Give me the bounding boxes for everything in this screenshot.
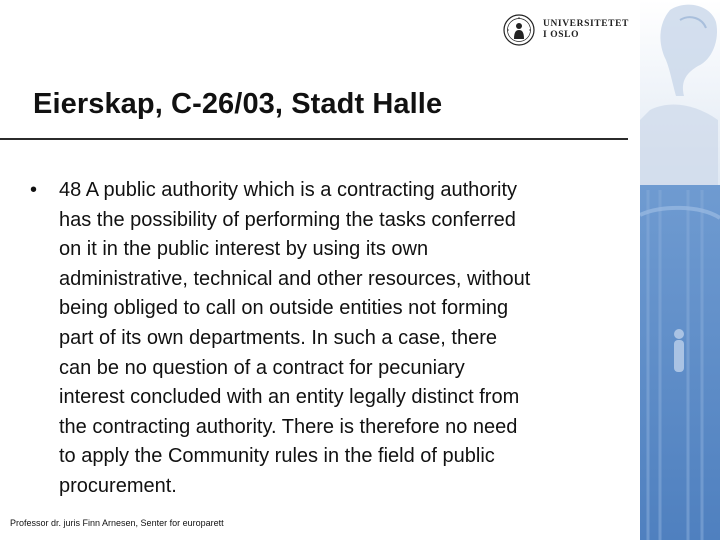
decorative-side-strip <box>640 0 720 540</box>
logo-text-line-1: UNIVERSITETET <box>543 19 629 29</box>
footer-text: Professor dr. juris Finn Arnesen, Senter for europarett <box>10 518 224 528</box>
paragraph-line: interest concluded with an entity legally distinct from <box>59 386 520 409</box>
bullet-block <box>30 176 630 502</box>
bullet-paragraph <box>59 176 630 502</box>
paragraph-line: part of its own departments. In such a case, there <box>59 326 498 349</box>
paragraph-line: to apply the Community rules in the field of public <box>59 445 495 468</box>
paragraph-line: has the possibility of performing the tasks conferred <box>59 208 516 231</box>
logo-text-line-2: I OSLO <box>543 30 580 40</box>
slide-title: Eierskap, C-26/03, Stadt Halle <box>33 88 443 120</box>
paragraph-line: administrative, technical and other resources, without <box>59 267 531 290</box>
title-divider <box>0 138 628 140</box>
paragraph-line: procurement. <box>59 474 177 497</box>
paragraph-line: the contracting authority. There is therefore no need <box>59 415 518 438</box>
paragraph-line: can be no question of a contract for pecuniary <box>59 356 465 379</box>
paragraph-line: on it in the public interest by using its own <box>59 238 429 261</box>
paragraph-line: being obliged to call on outside entities not forming <box>59 297 509 320</box>
university-logo <box>503 12 629 48</box>
paragraph-line: 48 A public authority which is a contracting authority <box>59 179 518 201</box>
bullet-marker: • <box>30 179 38 201</box>
university-seal-icon <box>503 14 535 46</box>
